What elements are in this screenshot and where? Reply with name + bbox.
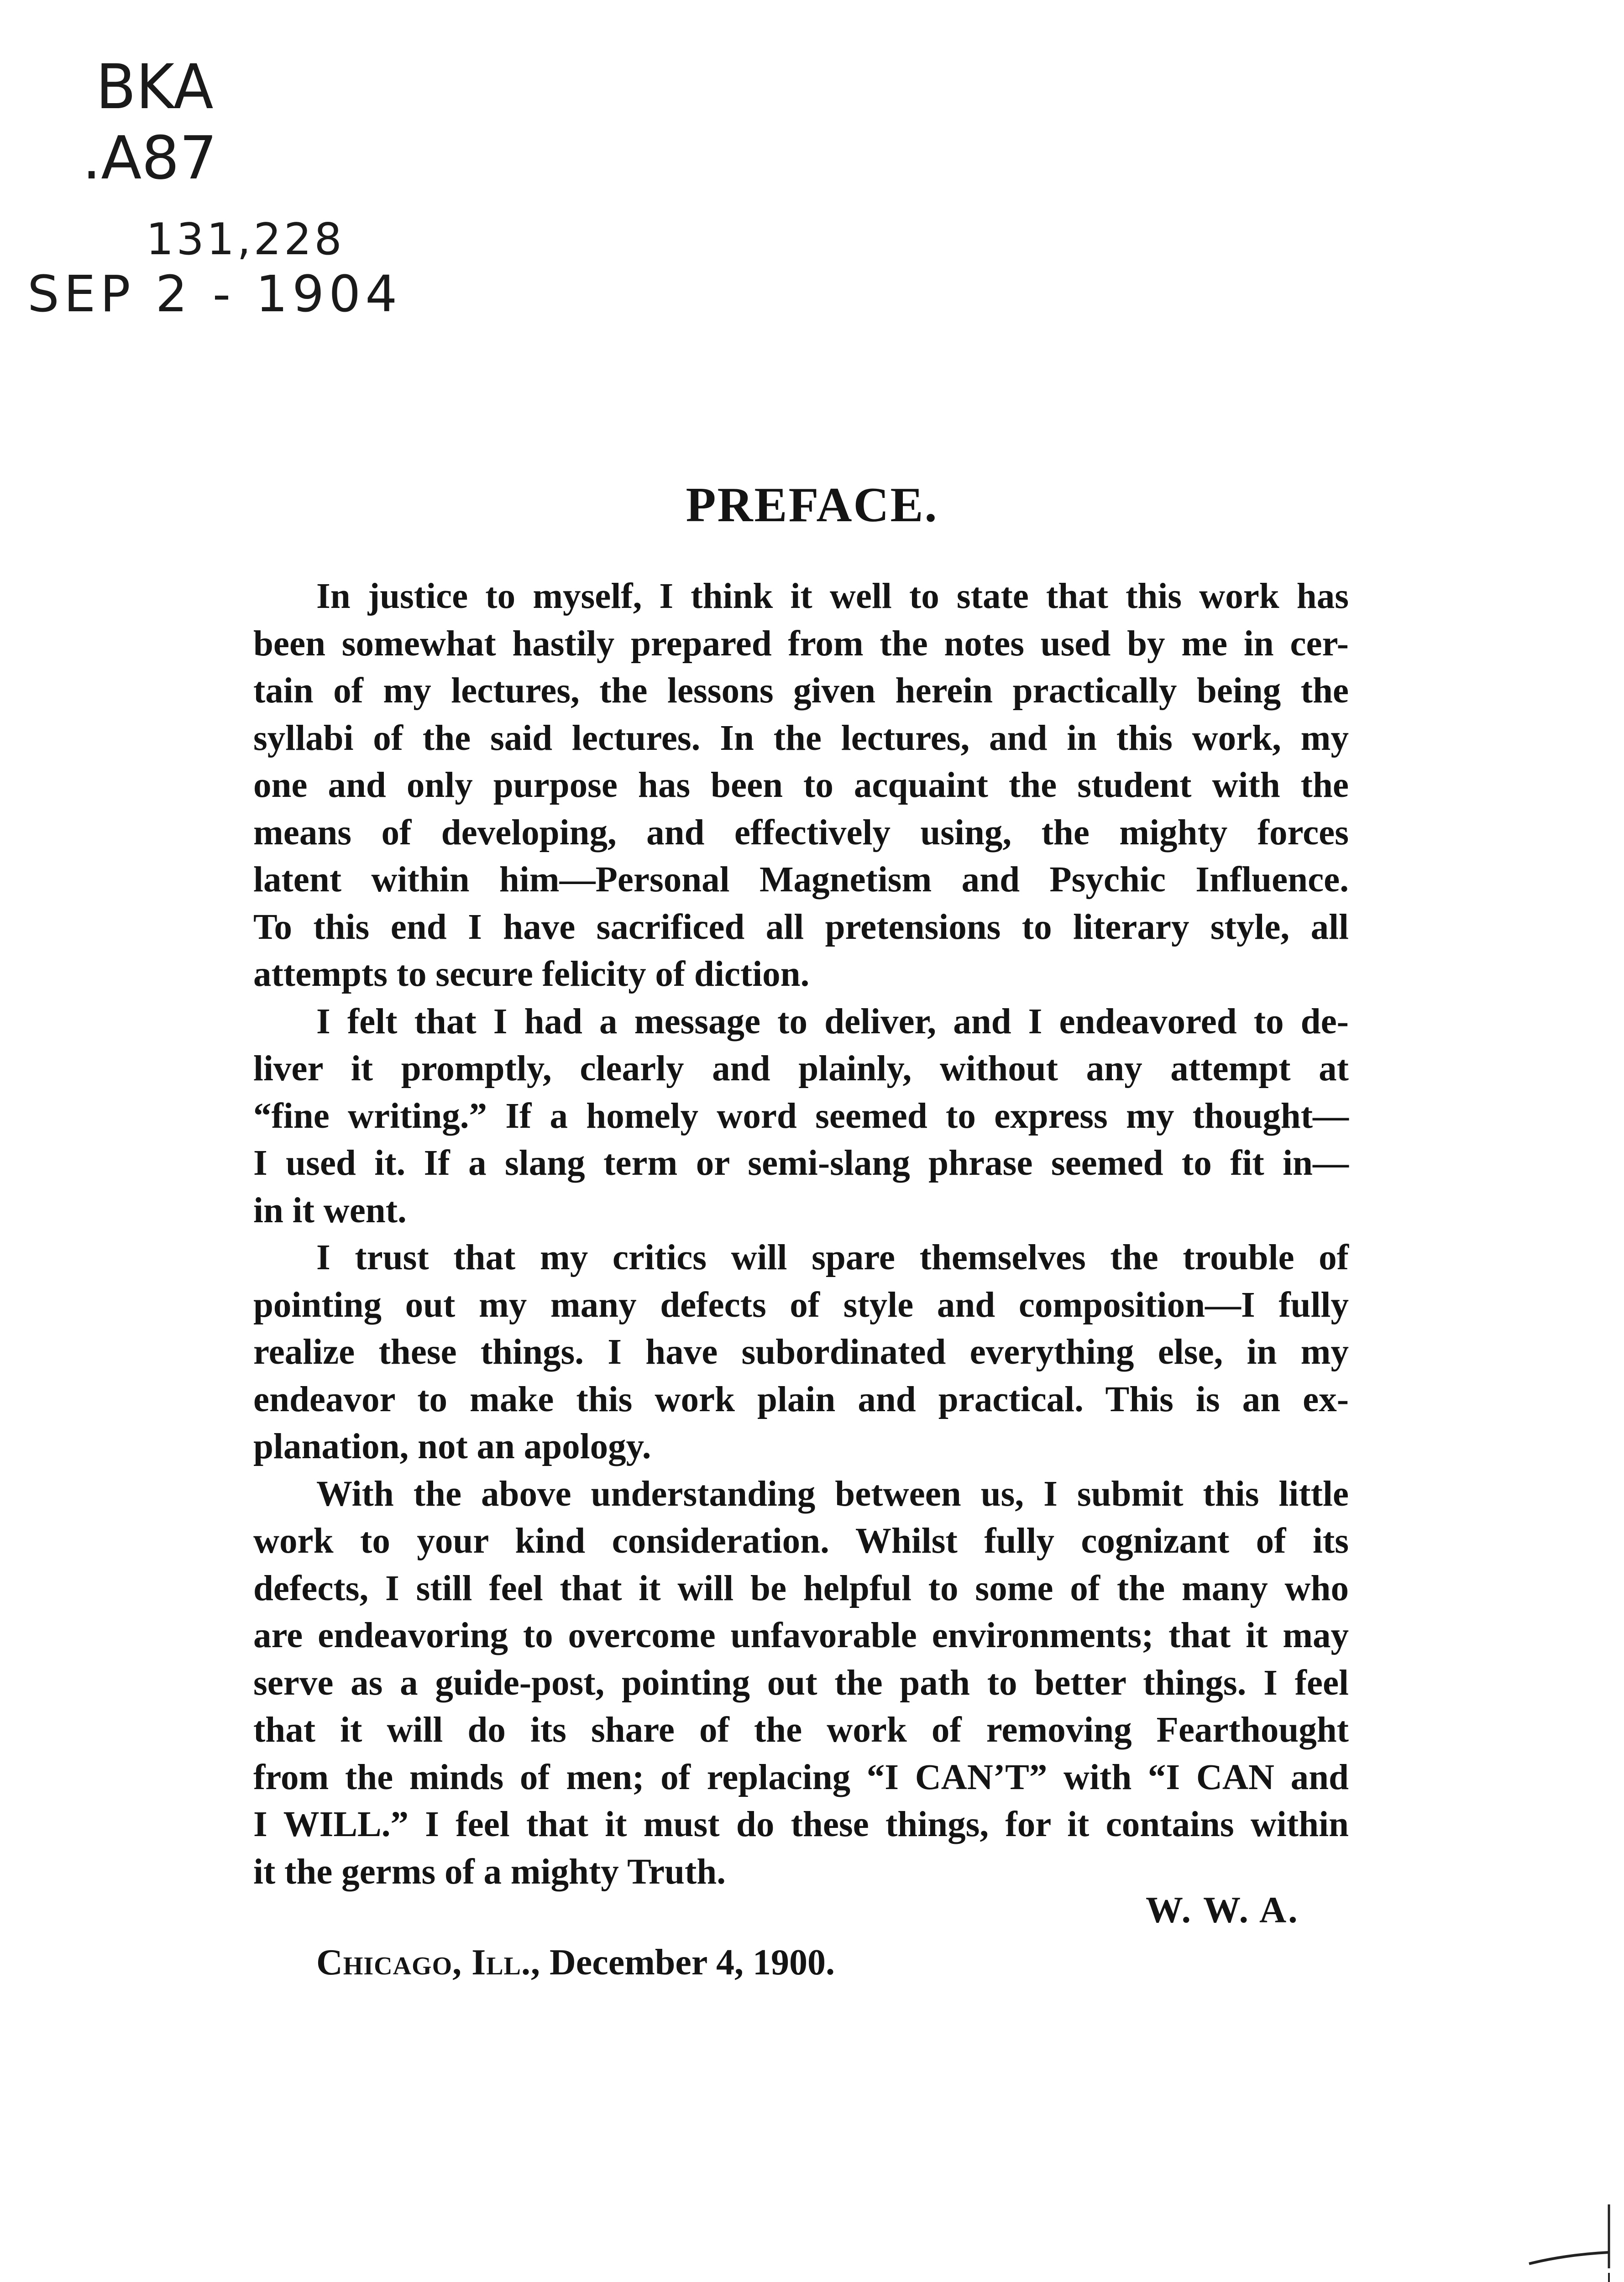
text-line: one and only purpose has been to acquaint the student with the bbox=[253, 765, 1349, 805]
call-number-line-1: BKA bbox=[96, 51, 214, 123]
received-date-stamp: SEP 2 - 1904 bbox=[27, 265, 402, 323]
text-line: attempts to secure felicity of diction. bbox=[253, 954, 810, 994]
preface-body bbox=[253, 573, 1349, 1895]
text-line: latent within him—Personal Magnetism and Psychic Influence. bbox=[253, 860, 1349, 900]
text-line: planation, not an apology. bbox=[253, 1427, 651, 1466]
text-line: I used it. If a slang term or semi-slang phrase seemed to fit in— bbox=[253, 1143, 1349, 1183]
page-title: PREFACE. bbox=[686, 478, 938, 532]
dateline bbox=[316, 1942, 835, 1984]
text-line: endeavor to make this work plain and practical. This is an ex- bbox=[253, 1379, 1349, 1419]
dateline-date: December 4, 1900. bbox=[549, 1942, 835, 1983]
text-line: from the minds of men; of replacing “I CAN’T” with “I CAN and bbox=[253, 1757, 1349, 1797]
text-line: it the germs of a mighty Truth. bbox=[253, 1852, 726, 1892]
text-line: are endeavoring to overcome unfavorable environments; that it may bbox=[253, 1616, 1349, 1655]
dateline-city: Chicago, Ill., bbox=[316, 1942, 540, 1983]
text-line: in it went. bbox=[253, 1190, 407, 1230]
accession-number: 131,228 bbox=[146, 215, 345, 265]
paragraph bbox=[253, 1471, 1349, 1896]
scan-corner-mark bbox=[1524, 2200, 1616, 2282]
text-line: With the above understanding between us, I submit this little bbox=[316, 1474, 1349, 1514]
text-line: defects, I still feel that it will be helpful to some of the many who bbox=[253, 1568, 1349, 1608]
author-initials: W. W. A. bbox=[1146, 1889, 1299, 1931]
text-line: liver it promptly, clearly and plainly, without any attempt at bbox=[253, 1049, 1349, 1089]
text-line: syllabi of the said lectures. In the lectures, and in this work, my bbox=[253, 718, 1349, 758]
text-line: serve as a guide-post, pointing out the path to better things. I feel bbox=[253, 1663, 1349, 1703]
text-line: that it will do its share of the work of removing Fearthought bbox=[253, 1710, 1349, 1750]
paragraph bbox=[253, 573, 1349, 998]
text-line: I WILL.” I feel that it must do these things, for it contains within bbox=[253, 1805, 1349, 1844]
call-number-line-2: .A87 bbox=[82, 123, 217, 193]
paragraph bbox=[253, 1234, 1349, 1471]
text-line: In justice to myself, I think it well to state that this work has bbox=[316, 576, 1349, 616]
text-line: realize these things. I have subordinated everything else, in my bbox=[253, 1332, 1349, 1372]
text-line: tain of my lectures, the lessons given herein practically being the bbox=[253, 671, 1349, 711]
text-line: work to your kind consideration. Whilst fully cognizant of its bbox=[253, 1521, 1349, 1561]
text-line: I trust that my critics will spare themselves the trouble of bbox=[316, 1238, 1349, 1277]
text-line: “fine writing.” If a homely word seemed to express my thought— bbox=[253, 1096, 1349, 1136]
paragraph bbox=[253, 998, 1349, 1235]
text-line: means of developing, and effectively using, the mighty forces bbox=[253, 812, 1349, 853]
text-line: To this end I have sacrificed all pretensions to literary style, all bbox=[253, 907, 1349, 947]
text-line: been somewhat hastily prepared from the notes used by me in cer- bbox=[253, 623, 1349, 664]
text-line: pointing out my many defects of style and composition—I fully bbox=[253, 1285, 1349, 1325]
text-line: I felt that I had a message to deliver, and I endeavored to de- bbox=[316, 1001, 1349, 1042]
